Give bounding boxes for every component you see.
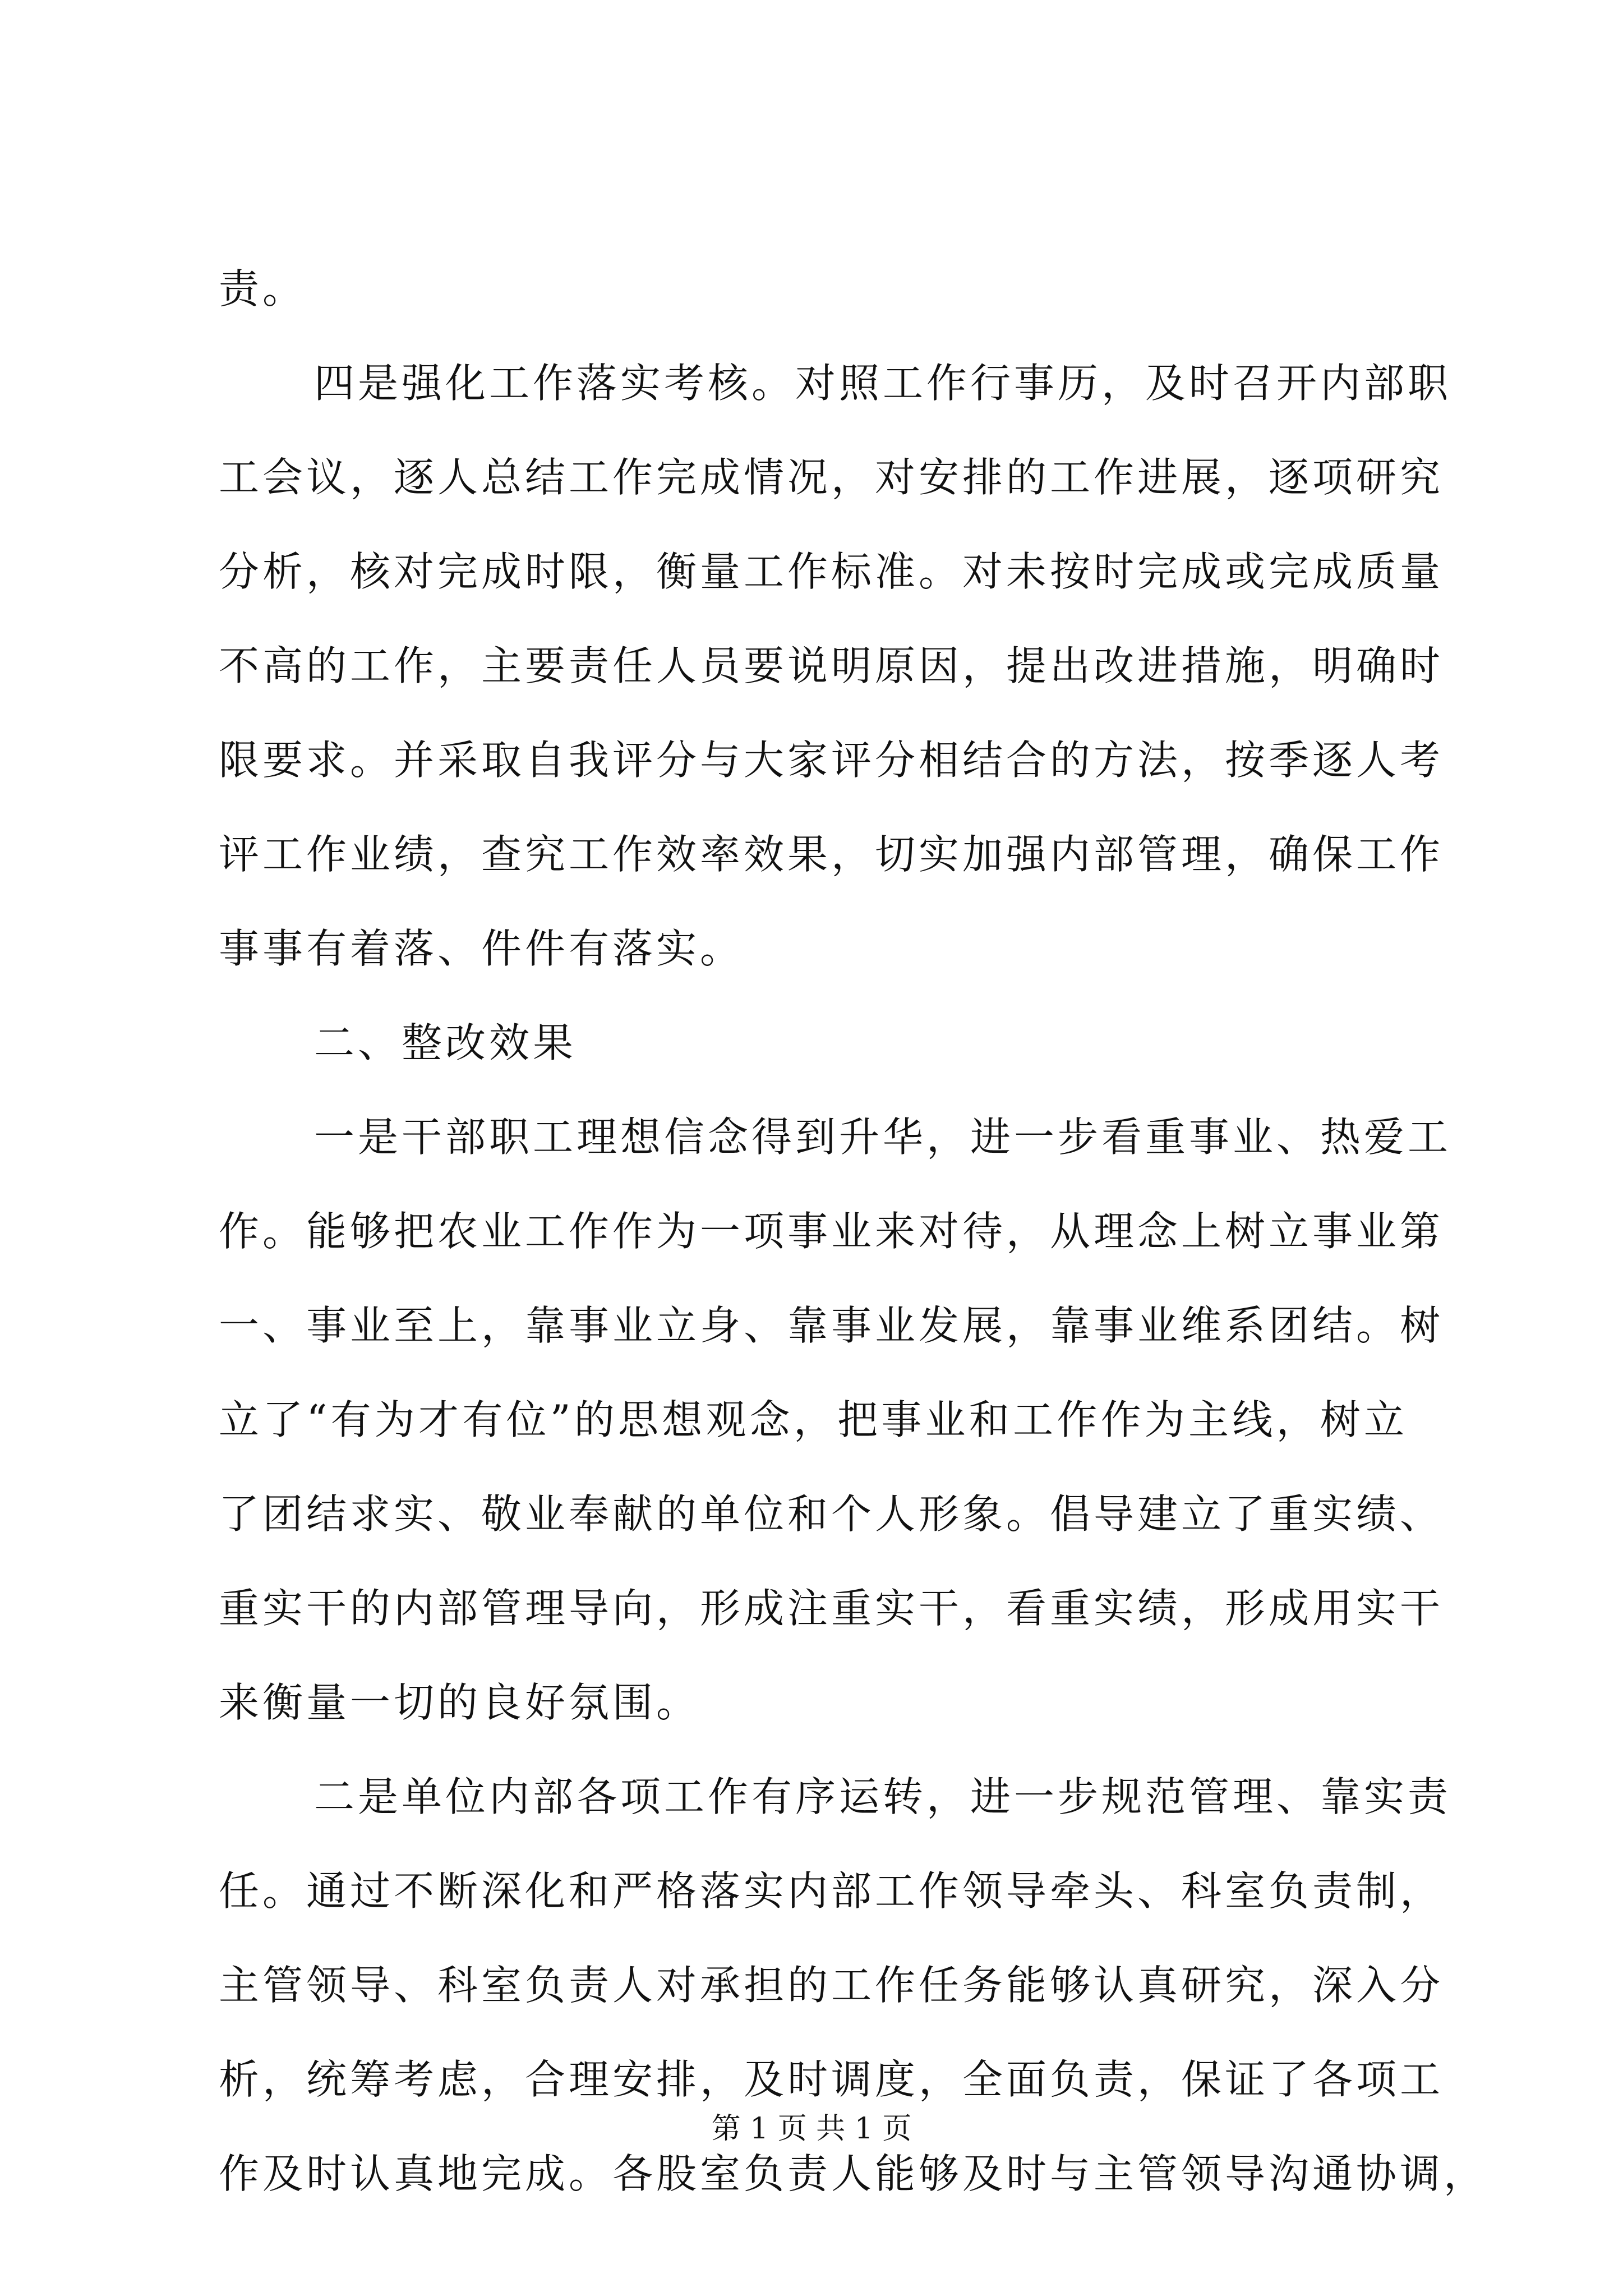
text-line-2: 四是强化工作落实考核。对照工作行事历，及时召开内部职: [314, 360, 1452, 407]
text-line-17: 二是单位内部各项工作有序运转，进一步规范管理、靠实责: [314, 1773, 1452, 1820]
text-line-19: 主管领导、科室负责人对承担的工作任务能够认真研究，深入分: [219, 1962, 1444, 2009]
text-line-14: 了团结求实、敬业奉献的单位和个人形象。倡导建立了重实绩、: [219, 1490, 1444, 1538]
text-line-18: 任。通过不断深化和严格落实内部工作领导牵头、科室负责制，: [219, 1867, 1444, 1915]
text-line-20: 析，统筹考虑，合理安排，及时调度，全面负责，保证了各项工: [219, 2056, 1444, 2103]
text-line-11: 作。能够把农业工作作为一项事业来对待，从理念上树立事业第: [219, 1208, 1444, 1255]
text-line-4: 分析，核对完成时限，衡量工作标准。对未按时完成或完成质量: [219, 548, 1444, 595]
text-line-7: 评工作业绩，查究工作效率效果，切实加强内部管理，确保工作: [219, 831, 1444, 878]
text-line-6: 限要求。并采取自我评分与大家评分相结合的方法，按季逐人考: [219, 737, 1444, 784]
text-line-15: 重实干的内部管理导向，形成注重实干，看重实绩，形成用实干: [219, 1585, 1444, 1632]
text-line-12: 一、事业至上，靠事业立身、靠事业发展，靠事业维系团结。树: [219, 1302, 1444, 1349]
text-line-5: 不高的工作，主要责任人员要说明原因，提出改进措施，明确时: [219, 642, 1444, 689]
text-line-10: 一是干部职工理想信念得到升华，进一步看重事业、热爱工: [314, 1114, 1452, 1161]
text-line-3: 工会议，逐人总结工作完成情况，对安排的工作进展，逐项研究: [219, 454, 1444, 501]
text-line-16: 来衡量一切的良好氛围。: [219, 1679, 700, 1726]
text-line-8: 事事有着落、件件有落实。: [219, 925, 744, 972]
text-line-1: 责。: [219, 265, 307, 312]
section-heading: 二、整改效果: [314, 1019, 577, 1066]
text-line-13: 立了“有为才有位”的思想观念，把事业和工作作为主线，树立: [219, 1396, 1408, 1443]
text-line-21: 作及时认真地完成。各股室负责人能够及时与主管领导沟通协调，: [219, 2150, 1488, 2197]
page-footer: 第 1 页 共 1 页: [711, 2112, 912, 2146]
